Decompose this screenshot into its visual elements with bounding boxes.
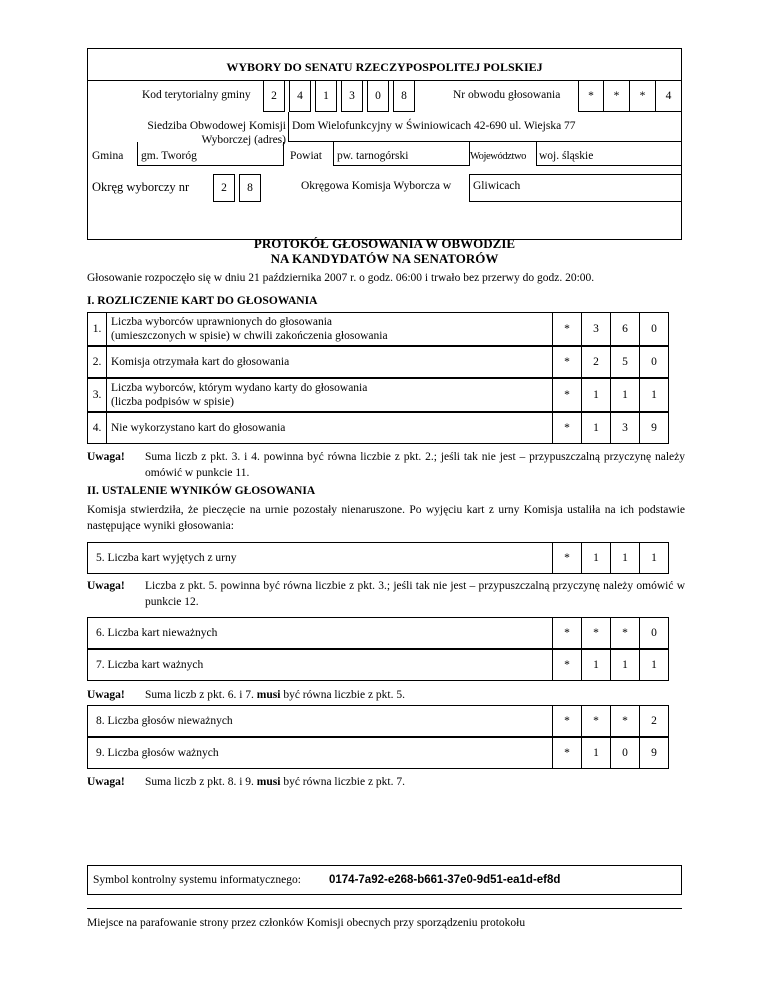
note-emphasis: musi bbox=[256, 776, 281, 788]
digit: * bbox=[581, 618, 610, 648]
note-emphasis: musi bbox=[256, 689, 281, 701]
digit: * bbox=[610, 706, 639, 736]
digit: 0 bbox=[610, 738, 639, 768]
okreg-digit: 8 bbox=[239, 174, 261, 202]
okw-label: Okręgowa Komisja Wyborcza w bbox=[301, 180, 452, 192]
okreg-label: Okręg wyborczy nr bbox=[92, 180, 190, 194]
row-label-line: Liczba wyborców, którym wydano karty do głosowania bbox=[111, 382, 368, 394]
row-number: 2. bbox=[92, 356, 102, 368]
note-text: Suma liczb z pkt. 3. i 4. powinna być równa liczbie z pkt. 2.; jeśli tak nie jest – przypuszczalną przyczynę należy omówić w punkcie 11. bbox=[145, 451, 685, 479]
digit: * bbox=[552, 650, 581, 680]
note-label: Uwaga! bbox=[87, 776, 125, 788]
siedziba-value: Dom Wielofunkcyjny w Świniowicach 42-690 ul. Wiejska 77 bbox=[292, 120, 576, 132]
protocol-title-2: NA KANDYDATÓW NA SENATORÓW bbox=[270, 251, 499, 266]
okw-value: Gliwicach bbox=[473, 180, 521, 192]
kod-digit: 2 bbox=[263, 80, 285, 112]
row-label: Nie wykorzystano kart do głosowania bbox=[106, 413, 285, 443]
protocol-intro: Głosowanie rozpoczęło się w dniu 21 października 2007 r. o godz. 06:00 i trwało bez przerwy do godz. 20:00. bbox=[87, 272, 595, 284]
note-row-7 bbox=[87, 687, 687, 703]
row-number: 4. bbox=[92, 422, 102, 434]
digit: 6 bbox=[610, 313, 639, 345]
wojewodztwo-value: woj. śląskie bbox=[539, 150, 594, 162]
digit: * bbox=[552, 313, 581, 345]
gmina-label: Gmina bbox=[92, 150, 124, 162]
note-label: Uwaga! bbox=[87, 451, 125, 463]
row-2 bbox=[87, 346, 669, 378]
control-symbol-label: Symbol kontrolny systemu informatycznego: bbox=[93, 874, 301, 886]
section-2-heading: II. USTALENIE WYNIKÓW GŁOSOWANIA bbox=[87, 485, 316, 497]
digit: 9 bbox=[639, 738, 668, 768]
powiat-value: pw. tarnogórski bbox=[337, 150, 409, 162]
digit: 2 bbox=[581, 347, 610, 377]
row-7 bbox=[87, 649, 669, 681]
row-label bbox=[106, 313, 388, 345]
kod-digit: 8 bbox=[393, 80, 415, 112]
row-5 bbox=[87, 542, 669, 574]
row-label-line: (umieszczonych w spisie) w chwili zakończenia głosowania bbox=[111, 330, 388, 342]
digit: 1 bbox=[581, 379, 610, 411]
digit: * bbox=[552, 543, 581, 573]
note-row-5 bbox=[87, 578, 687, 612]
row-6 bbox=[87, 617, 669, 649]
note-label: Uwaga! bbox=[87, 689, 125, 701]
section-1-heading: I. ROZLICZENIE KART DO GŁOSOWANIA bbox=[87, 295, 318, 307]
digit: * bbox=[610, 618, 639, 648]
row-label bbox=[106, 379, 367, 411]
digit: 1 bbox=[639, 650, 668, 680]
siedziba-label-2: Wyborczej (adres) bbox=[201, 134, 286, 146]
siedziba-label-1: Siedziba Obwodowej Komisji bbox=[147, 120, 286, 132]
row-label: 9. Liczba głosów ważnych bbox=[96, 747, 219, 759]
digit: 1 bbox=[581, 738, 610, 768]
digit: 1 bbox=[610, 543, 639, 573]
row-number: 1. bbox=[92, 323, 102, 335]
powiat-label: Powiat bbox=[290, 150, 322, 162]
digit: 0 bbox=[639, 313, 668, 345]
row-label: 6. Liczba kart nieważnych bbox=[96, 627, 218, 639]
kod-digit: 0 bbox=[367, 80, 389, 112]
obwod-label: Nr obwodu głosowania bbox=[453, 89, 561, 101]
row-label-line: (liczba podpisów w spisie) bbox=[111, 396, 234, 408]
note-text: Suma liczb z pkt. 8. i 9. bbox=[145, 776, 254, 788]
parafowanie-text: Miejsce na parafowanie strony przez członków Komisji obecnych przy sporządzeniu protokołu bbox=[87, 917, 526, 929]
row-label: 8. Liczba głosów nieważnych bbox=[96, 715, 233, 727]
digit: 2 bbox=[639, 706, 668, 736]
okreg-digit: 2 bbox=[213, 174, 235, 202]
digit: 0 bbox=[639, 618, 668, 648]
obwod-digit: 4 bbox=[656, 80, 682, 112]
protocol-title-1: PROTOKÓŁ GŁOSOWANIA W OBWODZIE bbox=[253, 236, 516, 251]
note-label: Uwaga! bbox=[87, 580, 125, 592]
digit: 1 bbox=[610, 379, 639, 411]
obwod-digit: * bbox=[630, 80, 656, 112]
row-8 bbox=[87, 705, 669, 737]
digit: 1 bbox=[581, 650, 610, 680]
row-label-line: Liczba wyborców uprawnionych do głosowania bbox=[111, 316, 332, 328]
row-3 bbox=[87, 378, 669, 412]
note-row-9 bbox=[87, 774, 687, 790]
row-label: 5. Liczba kart wyjętych z urny bbox=[96, 552, 237, 564]
row-label: 7. Liczba kart ważnych bbox=[96, 659, 204, 671]
note-section-1 bbox=[87, 449, 687, 483]
digit: 1 bbox=[610, 650, 639, 680]
digit: 5 bbox=[610, 347, 639, 377]
digit: 3 bbox=[610, 413, 639, 443]
gmina-value: gm. Tworóg bbox=[141, 150, 197, 162]
note-text: być równa liczbie z pkt. 5. bbox=[283, 689, 405, 701]
digit: * bbox=[581, 706, 610, 736]
digit: 3 bbox=[581, 313, 610, 345]
digit: 1 bbox=[639, 379, 668, 411]
obwod-digit: * bbox=[578, 80, 604, 112]
kod-digit: 3 bbox=[341, 80, 363, 112]
note-text: Suma liczb z pkt. 6. i 7. bbox=[145, 689, 254, 701]
signature-divider bbox=[87, 908, 682, 909]
header-title: WYBORY DO SENATU RZECZYPOSPOLITEJ POLSKIEJ bbox=[226, 60, 543, 74]
section-2-intro: Komisja stwierdziła, że pieczęcie na urnie pozostały nienaruszone. Po wyjęciu kart z urny Komisja ustaliła na ich podstawie następujące wyniki głosowania: bbox=[87, 504, 685, 532]
kod-digit: 4 bbox=[289, 80, 311, 112]
kod-digit: 1 bbox=[315, 80, 337, 112]
note-text: Liczba z pkt. 5. powinna być równa liczbie z pkt. 3.; jeśli tak nie jest – przypuszczalną przyczynę należy omówić w punkcie 12. bbox=[145, 580, 685, 608]
digit: 1 bbox=[639, 543, 668, 573]
digit: * bbox=[552, 347, 581, 377]
digit: * bbox=[552, 618, 581, 648]
note-text: być równa liczbie z pkt. 7. bbox=[283, 776, 405, 788]
row-4 bbox=[87, 412, 669, 444]
digit: * bbox=[552, 706, 581, 736]
digit: * bbox=[552, 738, 581, 768]
kod-label: Kod terytorialny gminy bbox=[142, 89, 251, 101]
row-label: Komisja otrzymała kart do głosowania bbox=[106, 347, 289, 377]
digit: 1 bbox=[581, 543, 610, 573]
row-number: 3. bbox=[92, 389, 102, 401]
obwod-digit: * bbox=[604, 80, 630, 112]
row-1 bbox=[87, 312, 669, 346]
row-9 bbox=[87, 737, 669, 769]
digit: 9 bbox=[639, 413, 668, 443]
digit: * bbox=[552, 379, 581, 411]
digit: * bbox=[552, 413, 581, 443]
digit: 1 bbox=[581, 413, 610, 443]
control-symbol-value: 0174-7a92-e268-b661-37e0-9d51-ea1d-ef8d bbox=[329, 874, 561, 886]
digit: 0 bbox=[639, 347, 668, 377]
wojewodztwo-label: Województwo bbox=[470, 151, 526, 162]
